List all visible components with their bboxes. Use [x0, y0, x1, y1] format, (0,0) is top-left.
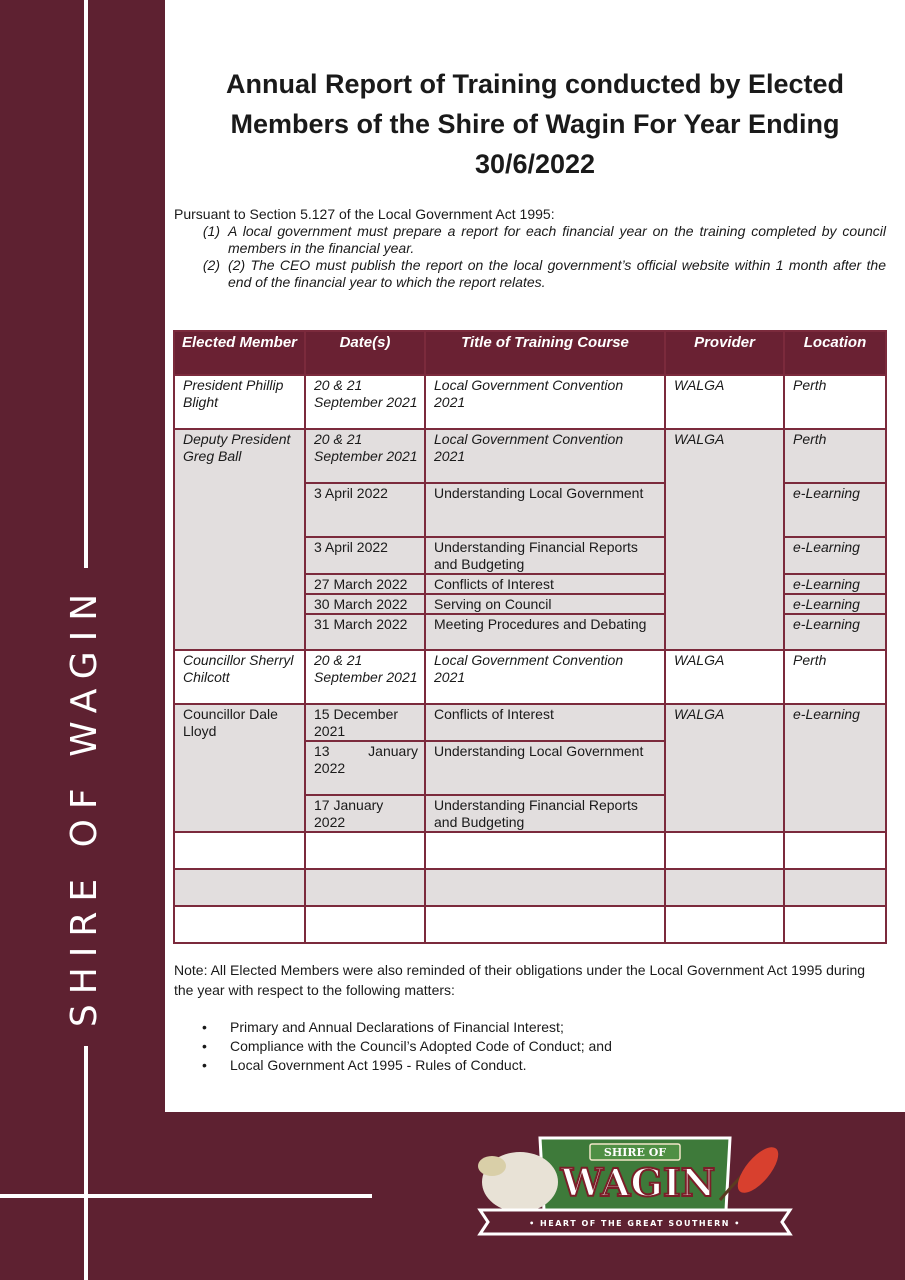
table-row — [174, 650, 886, 704]
cell-location: Perth — [784, 375, 886, 429]
header-location: Location — [784, 331, 886, 375]
intro-item-number: (1) — [202, 223, 220, 239]
cell-date: 17 January 2022 — [305, 795, 425, 832]
cell-date: 15 December 2021 — [305, 704, 425, 741]
header-course-title: Title of Training Course — [425, 331, 665, 375]
cell-date: 3 April 2022 — [305, 483, 425, 537]
cell-course: Meeting Procedures and Debating — [425, 614, 665, 650]
note-text: Note: All Elected Members were also reminded of their obligations under the Local Government Act 1995 during the year with respect to the following matters: — [174, 962, 866, 998]
banksia-flower-icon — [731, 1141, 785, 1199]
note-section — [174, 960, 886, 1075]
empty-cell — [174, 869, 305, 906]
table-row-empty — [174, 906, 886, 943]
cell-course: Understanding Local Government — [425, 483, 665, 537]
title-line-2: Members of the Shire of Wagin For Year Ending — [230, 109, 840, 139]
table-row — [174, 429, 886, 483]
cell-member: Deputy President Greg Ball — [174, 429, 305, 650]
cell-provider: WALGA — [665, 429, 784, 650]
empty-cell — [784, 906, 886, 943]
table-row — [174, 375, 886, 429]
note-bullet: • Local Government Act 1995 - Rules of Conduct. — [202, 1056, 886, 1075]
cell-course: Understanding Local Government — [425, 741, 665, 795]
header-dates: Date(s) — [305, 331, 425, 375]
intro-item — [174, 223, 886, 257]
cell-course: Conflicts of Interest — [425, 574, 665, 594]
empty-cell — [784, 869, 886, 906]
cell-date: 31 March 2022 — [305, 614, 425, 650]
document-page — [165, 0, 905, 1112]
cell-date: 13 January 2022 — [305, 741, 425, 795]
table-row — [174, 704, 886, 741]
cell-course: Conflicts of Interest — [425, 704, 665, 741]
header-elected-member: Elected Member — [174, 331, 305, 375]
empty-cell — [665, 869, 784, 906]
cell-date: 3 April 2022 — [305, 537, 425, 574]
cell-location: e-Learning — [784, 614, 886, 650]
intro-item-number: (2) — [202, 257, 220, 273]
cell-date: 30 March 2022 — [305, 594, 425, 614]
empty-cell — [174, 832, 305, 869]
empty-cell — [305, 869, 425, 906]
empty-cell — [425, 832, 665, 869]
cell-course: Local Government Convention 2021 — [425, 375, 665, 429]
shire-of-wagin-logo — [470, 1130, 800, 1258]
sheep-head-icon — [478, 1156, 506, 1176]
training-table — [173, 330, 887, 944]
sidebar-label — [52, 583, 118, 1027]
cell-date: 20 & 21 September 2021 — [305, 650, 425, 704]
header-provider: Provider — [665, 331, 784, 375]
title-line-3: 30/6/2022 — [474, 149, 596, 179]
empty-cell — [425, 869, 665, 906]
cell-location: e-Learning — [784, 574, 886, 594]
empty-cell — [665, 832, 784, 869]
empty-cell — [305, 832, 425, 869]
logo-tagline: • HEART OF THE GREAT SOUTHERN • — [529, 1219, 741, 1228]
cell-member: President Phillip Blight — [174, 375, 305, 429]
cell-course: Local Government Convention 2021 — [425, 429, 665, 483]
empty-cell — [665, 906, 784, 943]
cell-provider: WALGA — [665, 650, 784, 704]
empty-cell — [425, 906, 665, 943]
title-line-1: Annual Report of Training conducted by Elected — [225, 69, 845, 99]
cell-location: e-Learning — [784, 704, 886, 832]
cell-course: Understanding Financial Reports and Budgeting — [425, 795, 665, 832]
cell-provider: WALGA — [665, 375, 784, 429]
cell-course: Local Government Convention 2021 — [425, 650, 665, 704]
cell-location: Perth — [784, 429, 886, 483]
logo-wagin-text: WAGIN — [560, 1160, 716, 1205]
cell-date: 20 & 21 September 2021 — [305, 429, 425, 483]
cell-date: 20 & 21 September 2021 — [305, 375, 425, 429]
empty-cell — [305, 906, 425, 943]
logo-top-text: SHIRE OF — [603, 1146, 667, 1159]
note-bullet: • Compliance with the Council’s Adopted Code of Conduct; and — [202, 1037, 886, 1056]
table-header-row — [174, 331, 886, 375]
cell-location: Perth — [784, 650, 886, 704]
intro-list — [174, 223, 886, 291]
intro-section — [174, 206, 886, 291]
intro-lead: Pursuant to Section 5.127 of the Local Government Act 1995: — [174, 206, 555, 222]
bottom-horizontal-line — [0, 1194, 372, 1198]
cell-location: e-Learning — [784, 594, 886, 614]
cell-course: Serving on Council — [425, 594, 665, 614]
sidebar-label-text: SHIRE OF WAGIN — [64, 583, 106, 1027]
cell-provider: WALGA — [665, 704, 784, 832]
cell-member: Councillor Sherryl Chilcott — [174, 650, 305, 704]
cell-location: e-Learning — [784, 537, 886, 574]
intro-item — [174, 257, 886, 291]
intro-item-text: A local government must prepare a report for each financial year on the training completed by council members in the financial year. — [228, 223, 886, 256]
table-row-empty — [174, 869, 886, 906]
cell-course: Understanding Financial Reports and Budgeting — [425, 537, 665, 574]
cell-date: 27 March 2022 — [305, 574, 425, 594]
empty-cell — [174, 906, 305, 943]
intro-item-text: (2) The CEO must publish the report on the local government’s official website within 1 month after the end of the financial year to which the report relates. — [228, 257, 886, 290]
note-bullet: • Primary and Annual Declarations of Financial Interest; — [202, 1018, 886, 1037]
table-row-empty — [174, 832, 886, 869]
empty-cell — [784, 832, 886, 869]
note-bullets — [174, 1018, 886, 1075]
document-title — [165, 64, 905, 184]
cell-location: e-Learning — [784, 483, 886, 537]
cell-member: Councillor Dale Lloyd — [174, 704, 305, 832]
